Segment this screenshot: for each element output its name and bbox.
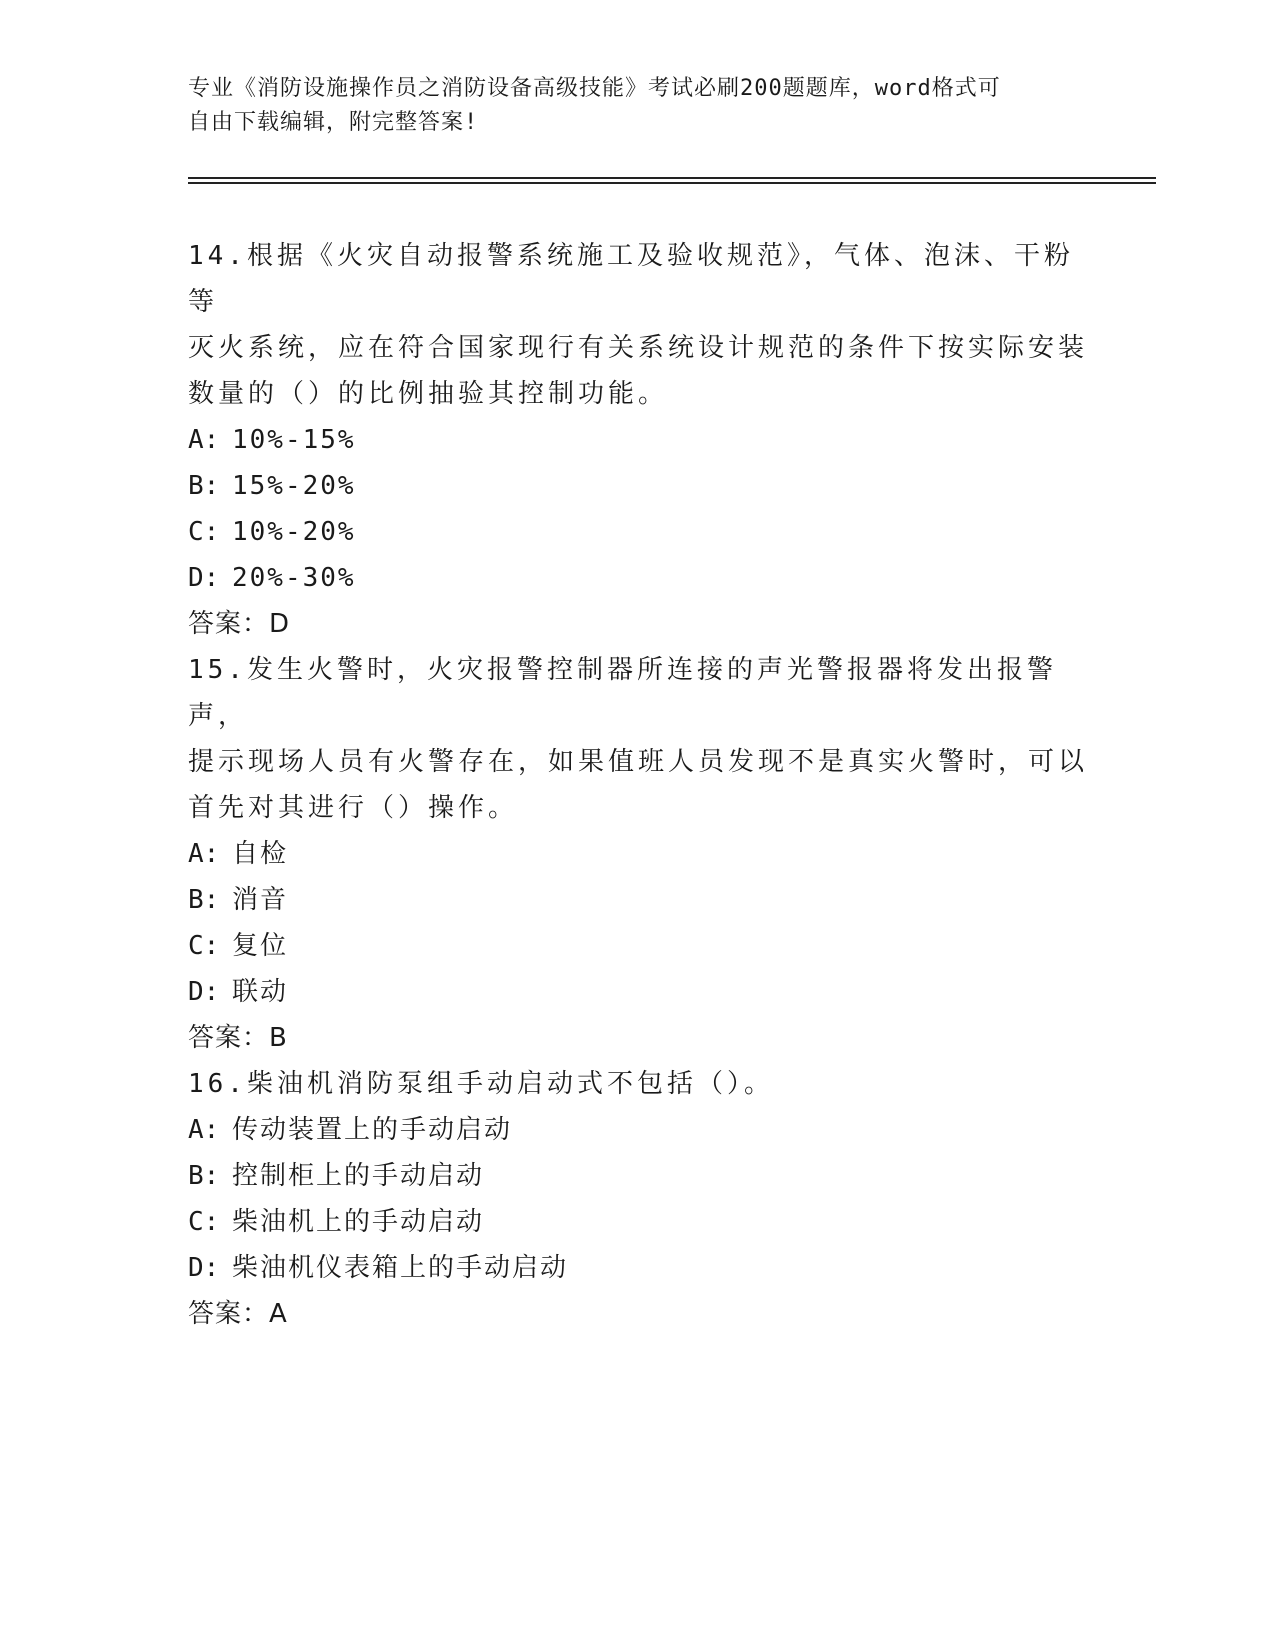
header-divider-top [188,177,1156,179]
option-letter: A: [188,839,220,869]
answer-line: 答案：B [188,1023,288,1053]
option-letter: C: [188,1207,220,1237]
option-text: 10%-15% [232,425,356,455]
option-c [188,1199,1088,1245]
question-stem-line: 16.柴油机消防泵组手动启动式不包括（）。 [188,1069,774,1099]
option-c [188,923,1088,969]
header-line-2: 自由下载编辑，附完整答案! [188,110,479,135]
option-d [188,555,1088,601]
question-14 [188,233,1088,647]
option-letter: D: [188,563,220,593]
question-stem-line: 15.发生火警时，火灾报警控制器所连接的声光警报器将发出报警声， [188,655,1057,731]
option-b [188,463,1088,509]
option-letter: C: [188,931,220,961]
question-16 [188,1061,1088,1337]
answer-line: 答案：D [188,609,291,639]
question-stem-line: 14.根据《火灾自动报警系统施工及验收规范》，气体、泡沫、干粉等 [188,241,1074,317]
option-letter: B: [188,471,220,501]
question-stem-line: 数量的（）的比例抽验其控制功能。 [188,379,669,409]
option-letter: B: [188,1161,220,1191]
question-15 [188,647,1088,1061]
question-stem-line: 灭火系统，应在符合国家现行有关系统设计规范的条件下按实际安装 [188,333,1089,363]
option-b [188,1153,1088,1199]
option-letter: D: [188,1253,220,1283]
option-text: 15%-20% [232,471,356,501]
option-text: 传动装置上的手动启动 [232,1115,513,1145]
option-letter: A: [188,1115,220,1145]
option-d [188,1245,1088,1291]
option-a [188,1107,1088,1153]
option-text: 消音 [232,885,289,915]
option-letter: B: [188,885,220,915]
header-line-1: 专业《消防设施操作员之消防设备高级技能》考试必刷200题题库，word格式可 [188,76,1001,101]
option-text: 控制柜上的手动启动 [232,1161,485,1191]
option-text: 自检 [232,839,289,869]
option-d [188,969,1088,1015]
document-header [188,72,1068,140]
option-text: 20%-30% [232,563,356,593]
option-text: 复位 [232,931,289,961]
option-b [188,877,1088,923]
option-letter: A: [188,425,220,455]
option-letter: C: [188,517,220,547]
option-text: 柴油机上的手动启动 [232,1207,485,1237]
question-stem-line: 首先对其进行（）操作。 [188,793,519,823]
option-a [188,831,1088,877]
option-letter: D: [188,977,220,1007]
option-c [188,509,1088,555]
answer-line: 答案：A [188,1299,288,1329]
question-stem-line: 提示现场人员有火警存在，如果值班人员发现不是真实火警时，可以 [188,747,1089,777]
option-text: 10%-20% [232,517,356,547]
option-text: 联动 [232,977,289,1007]
header-divider-bottom [188,182,1156,184]
option-a [188,417,1088,463]
option-text: 柴油机仪表箱上的手动启动 [232,1253,569,1283]
